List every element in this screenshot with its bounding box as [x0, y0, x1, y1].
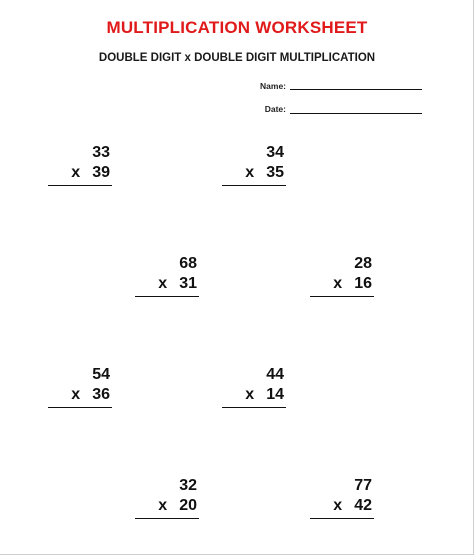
problem-5-bottom: 36	[92, 386, 110, 403]
problem-1-bottom: 39	[92, 164, 110, 181]
problem-5-top: 54	[92, 366, 110, 383]
problem-8	[310, 476, 374, 519]
name-field-line[interactable]	[290, 89, 422, 90]
name-label: Name:	[260, 81, 286, 91]
date-label: Date:	[264, 104, 286, 114]
problem-6-bottom-row	[222, 385, 286, 405]
problem-1-operator: x	[71, 164, 81, 181]
problem-1	[48, 143, 112, 186]
problem-5-bottom-row	[48, 385, 112, 405]
problem-8-operator: x	[333, 497, 343, 514]
problem-7-operator: x	[158, 497, 168, 514]
problem-3	[135, 254, 199, 297]
problem-4-bottom: 16	[354, 275, 372, 292]
problem-2-bottom-row	[222, 163, 286, 183]
problem-1-answer-line	[48, 185, 112, 186]
problem-3-answer-line	[135, 296, 199, 297]
problem-1-bottom-row	[48, 163, 112, 183]
problem-7-bottom-row	[135, 496, 199, 516]
problem-7-top: 32	[179, 477, 197, 494]
problem-6-operator: x	[245, 386, 255, 403]
problem-2	[222, 143, 286, 186]
problem-2-operator: x	[245, 164, 255, 181]
problem-5-operator: x	[71, 386, 81, 403]
problem-3-top: 68	[179, 255, 197, 272]
problem-8-bottom: 42	[354, 497, 372, 514]
problem-4-top: 28	[354, 255, 372, 272]
problem-4-bottom-row	[310, 274, 374, 294]
problem-3-operator: x	[158, 275, 168, 292]
problem-2-bottom: 35	[266, 164, 284, 181]
worksheet-subtitle: DOUBLE DIGIT x DOUBLE DIGIT MULTIPLICATION	[98, 52, 376, 64]
problem-3-bottom: 31	[179, 275, 197, 292]
problem-4-operator: x	[333, 275, 343, 292]
problem-8-answer-line	[310, 518, 374, 519]
problem-2-answer-line	[222, 185, 286, 186]
problem-6-bottom: 14	[266, 386, 284, 403]
problem-7-answer-line	[135, 518, 199, 519]
problem-5-answer-line	[48, 407, 112, 408]
problem-8-top: 77	[354, 477, 372, 494]
problem-4-answer-line	[310, 296, 374, 297]
problem-7-bottom: 20	[179, 497, 197, 514]
problem-4	[310, 254, 374, 297]
problem-7	[135, 476, 199, 519]
problem-6	[222, 365, 286, 408]
date-field-line[interactable]	[290, 113, 422, 114]
problem-3-bottom-row	[135, 274, 199, 294]
problem-5	[48, 365, 112, 408]
problem-1-top: 33	[92, 144, 110, 161]
problem-8-bottom-row	[310, 496, 374, 516]
problem-6-answer-line	[222, 407, 286, 408]
problem-2-top: 34	[266, 144, 284, 161]
problem-6-top: 44	[266, 366, 284, 383]
worksheet-title: MULTIPLICATION WORKSHEET	[106, 18, 368, 37]
